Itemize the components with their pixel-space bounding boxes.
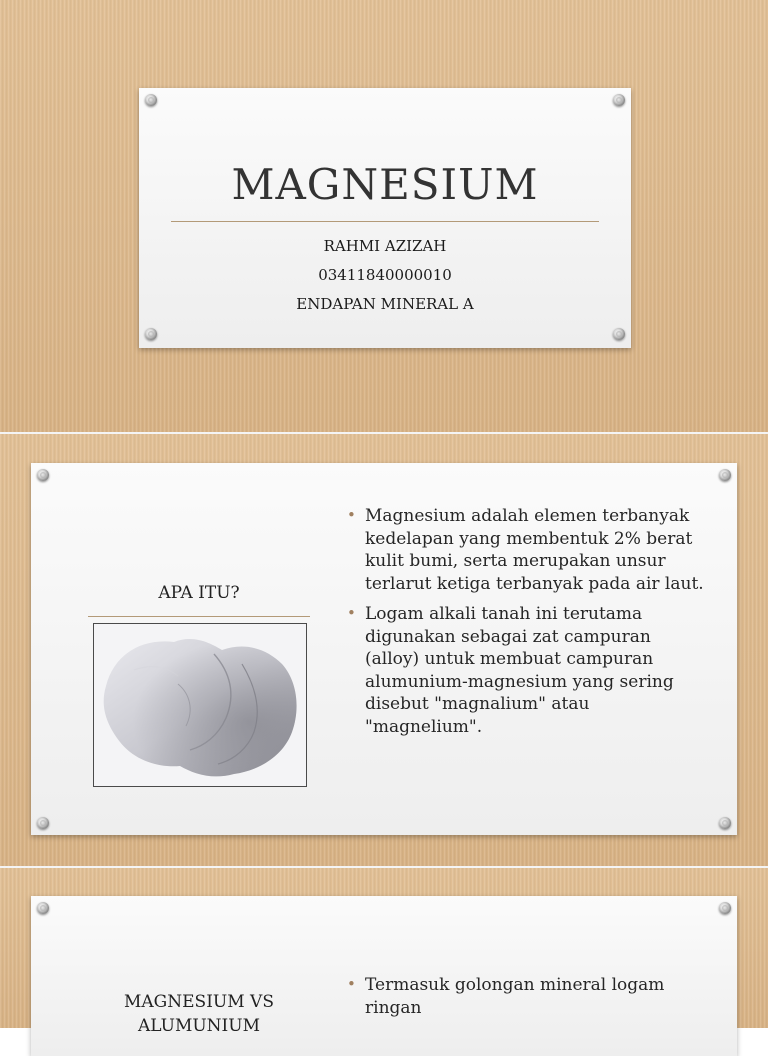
section-title: APA ITU?: [158, 583, 240, 603]
rivet-icon: [613, 94, 625, 106]
title-divider: [171, 221, 599, 222]
title-card: [139, 88, 631, 348]
student-id: 03411840000010: [318, 266, 452, 284]
rivet-icon: [37, 902, 49, 914]
bullet-list: [347, 974, 707, 1027]
author-name: RAHMI AZIZAH: [323, 237, 447, 255]
list-item: • Logam alkali tanah ini terutama digunakan sebagai zat campuran (alloy) untuk membuat campuran alumunium-magnesium yang sering disebut "magnalium" atau "magnelium".: [347, 603, 707, 738]
rivet-icon: [719, 902, 731, 914]
rivet-icon: [145, 94, 157, 106]
rivet-icon: [37, 469, 49, 481]
rivet-icon: [719, 817, 731, 829]
subtitle-block: [139, 232, 631, 319]
course-name: ENDAPAN MINERAL A: [296, 295, 474, 313]
rivet-icon: [719, 469, 731, 481]
section-divider: [88, 616, 310, 617]
presentation-title: MAGNESIUM: [231, 160, 539, 209]
mineral-photo: [93, 623, 307, 787]
list-item: • Termasuk golongan mineral logam ringan: [347, 974, 707, 1019]
rivet-icon: [145, 328, 157, 340]
bullet-list: [347, 505, 707, 746]
list-item: • Magnesium adalah elemen terbanyak kedelapan yang membentuk 2% berat kulit bumi, serta merupakan unsur terlarut ketiga terbanyak pada air laut.: [347, 505, 707, 595]
content-card-what-is: [31, 463, 737, 835]
section-title: MAGNESIUM VS ALUMUNIUM: [124, 992, 274, 1036]
rivet-icon: [37, 817, 49, 829]
mineral-rock-image: [94, 624, 306, 786]
content-card-comparison: [31, 896, 737, 1056]
rivet-icon: [613, 328, 625, 340]
